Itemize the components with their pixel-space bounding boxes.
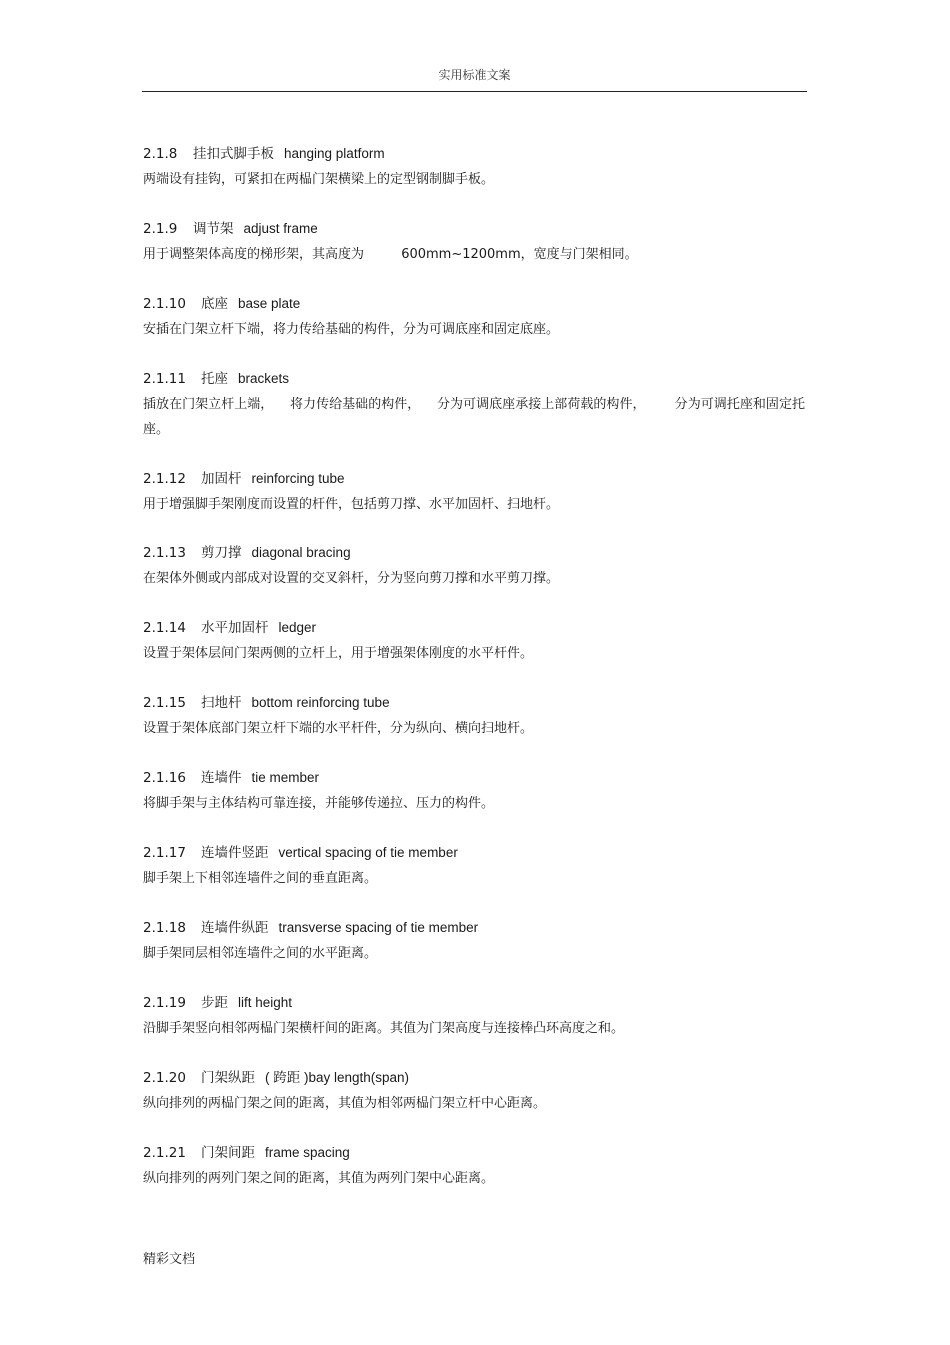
term-entry (143, 769, 805, 844)
term-number: 2.1.13 (143, 545, 186, 562)
term-definition: 设置于架体层间门架两侧的立杆上，用于增强架体刚度的水平杆件。 (143, 646, 534, 662)
term-entry (143, 919, 805, 994)
term-definition: 将脚手架与主体结构可靠连接，并能够传递拉、压力的构件。 (143, 796, 495, 812)
term-entry (143, 619, 805, 694)
term-entry (143, 1144, 805, 1219)
term-heading (143, 619, 805, 636)
term-entry (143, 844, 805, 919)
term-heading (143, 370, 805, 387)
term-definition: 安插在门架立杆下端，将力传给基础的构件，分为可调底座和固定底座。 (143, 321, 560, 337)
entry-list (143, 145, 805, 1218)
term-heading (143, 1069, 805, 1086)
term-definition: 两端设有挂钩，可紧扣在两榀门架横梁上的定型钢制脚手板。 (143, 172, 495, 187)
term-definition: 用于增强脚手架刚度而设置的杆件，包括剪刀撑、水平加固杆、扫地杆。 (143, 496, 560, 512)
term-entry (143, 544, 805, 619)
term-entry (143, 1069, 805, 1144)
term-definition: 插放在门架立杆上端， 将力传给基础的构件， 分为可调底座承接上部荷载的构件， 分为可调托座和固定托座。 (143, 396, 805, 437)
term-entry (143, 994, 805, 1069)
term-english: bottom reinforcing tube (251, 695, 390, 711)
term-entry (143, 370, 805, 470)
term-english: brackets (238, 370, 290, 386)
term-number: 2.1.12 (143, 470, 186, 487)
term-heading (143, 544, 805, 561)
term-chinese: 挂扣式脚手板 (193, 146, 274, 162)
header-rule (142, 91, 807, 92)
term-number: 2.1.21 (143, 1144, 186, 1161)
term-chinese: 步距 (201, 994, 228, 1011)
term-english: ( 跨距 )bay length(span) (265, 1069, 410, 1085)
term-number: 2.1.17 (143, 845, 186, 862)
term-chinese: 加固杆 (201, 470, 242, 487)
term-definition: 在架体外侧或内部成对设置的交叉斜杆，分为竖向剪刀撑和水平剪刀撑。 (143, 571, 560, 587)
term-number: 2.1.19 (143, 994, 186, 1011)
term-english: adjust frame (243, 220, 318, 236)
term-definition: 用于调整架体高度的梯形架，其高度为 600mm~1200mm，宽度与门架相同。 (143, 246, 638, 262)
term-heading (143, 994, 805, 1011)
term-heading (143, 694, 805, 711)
term-heading (143, 919, 805, 936)
term-chinese: 剪刀撑 (201, 545, 242, 562)
term-heading (143, 769, 805, 786)
term-number: 2.1.20 (143, 1069, 186, 1086)
term-english: reinforcing tube (251, 470, 345, 486)
term-heading (143, 470, 805, 487)
term-chinese: 门架纵距 (201, 1069, 255, 1086)
term-heading (143, 145, 805, 162)
term-heading (143, 1144, 805, 1161)
term-chinese: 底座 (201, 295, 228, 312)
term-heading (143, 844, 805, 861)
term-entry (143, 694, 805, 769)
term-english: vertical spacing of tie member (278, 845, 458, 861)
term-definition: 设置于架体底部门架立杆下端的水平杆件，分为纵向、横向扫地杆。 (143, 721, 534, 737)
term-english: hanging platform (284, 146, 385, 161)
term-number: 2.1.16 (143, 770, 186, 787)
term-definition: 脚手架同层相邻连墙件之间的水平距离。 (143, 945, 378, 961)
term-english: transverse spacing of tie member (278, 919, 479, 935)
term-definition: 纵向排列的两列门架之间的距离，其值为两列门架中心距离。 (143, 1170, 495, 1186)
term-english: lift height (238, 994, 293, 1010)
term-definition: 沿脚手架竖向相邻两榀门架横杆间的距离。其值为门架高度与连接棒凸环高度之和。 (143, 1020, 625, 1036)
term-english: ledger (278, 620, 317, 636)
term-chinese: 水平加固杆 (201, 620, 269, 637)
term-number: 2.1.15 (143, 695, 186, 712)
term-definition: 纵向排列的两榀门架之间的距离，其值为相邻两榀门架立杆中心距离。 (143, 1095, 547, 1111)
term-chinese: 托座 (201, 370, 228, 387)
term-heading (143, 220, 805, 237)
term-heading (143, 295, 805, 312)
term-chinese: 连墙件竖距 (201, 845, 269, 862)
term-number: 2.1.10 (143, 295, 186, 312)
term-chinese: 门架间距 (201, 1144, 255, 1161)
term-number: 2.1.18 (143, 919, 186, 936)
term-number: 2.1.14 (143, 620, 186, 637)
term-english: base plate (238, 295, 301, 311)
term-english: frame spacing (265, 1144, 350, 1160)
term-entry (143, 145, 805, 220)
term-chinese: 调节架 (193, 220, 234, 237)
page-footer: 精彩文档 (143, 1252, 196, 1267)
term-chinese: 扫地杆 (201, 695, 242, 712)
term-number: 2.1.9 (143, 220, 178, 237)
term-number: 2.1.8 (143, 146, 178, 162)
term-entry (143, 295, 805, 370)
term-chinese: 连墙件 (201, 770, 242, 787)
term-entry (143, 470, 805, 545)
term-entry (143, 220, 805, 295)
term-definition: 脚手架上下相邻连墙件之间的垂直距离。 (143, 871, 378, 887)
term-number: 2.1.11 (143, 370, 186, 387)
term-english: tie member (251, 770, 320, 786)
term-chinese: 连墙件纵距 (201, 919, 269, 936)
page-header: 实用标准文案 (438, 68, 511, 82)
term-english: diagonal bracing (251, 545, 351, 561)
